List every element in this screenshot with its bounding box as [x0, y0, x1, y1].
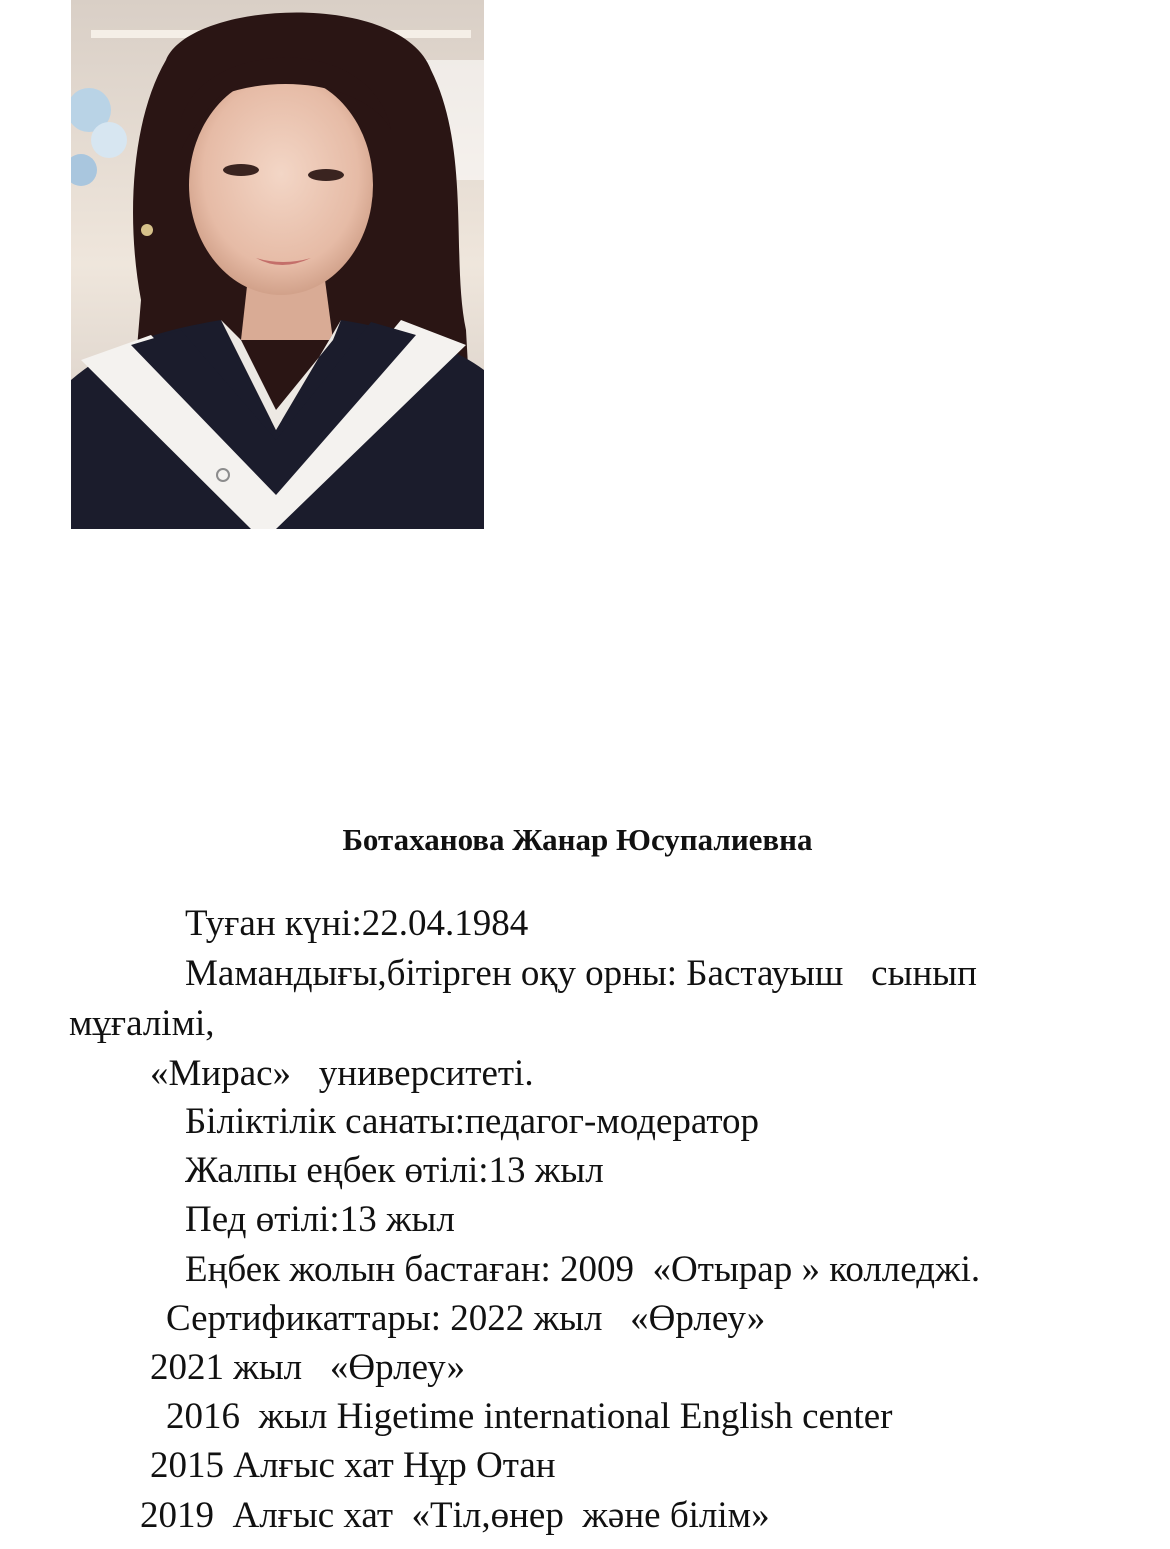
certificate-2022: Сертификаттары: 2022 жыл «Өрлеу» — [166, 1298, 766, 1339]
specialty-line-2: мұғалімі, — [69, 1003, 215, 1044]
person-name: Ботаханова Жанар Юсупалиевна — [342, 822, 813, 857]
ped-experience: Пед өтілі:13 жыл — [185, 1199, 455, 1240]
university: «Мирас» университеті. — [150, 1053, 534, 1094]
career-start: Еңбек жолын бастаған: 2009 «Отырар » колледжі. — [185, 1249, 981, 1290]
birth-date: Туған күні:22.04.1984 — [185, 903, 529, 944]
qualification: Біліктілік санаты:педагог-модератор — [185, 1101, 760, 1142]
certificate-2021: 2021 жыл «Өрлеу» — [150, 1347, 466, 1388]
portrait-photo — [71, 0, 484, 529]
award-2015: 2015 Алғыс хат Нұр Отан — [150, 1445, 556, 1486]
portrait-image — [71, 0, 484, 529]
total-experience: Жалпы еңбек өтілі:13 жыл — [185, 1150, 604, 1191]
award-2019: 2019 Алғыс хат «Тіл,өнер және білім» — [140, 1495, 770, 1536]
certificate-2016: 2016 жыл Higetime international English center — [166, 1396, 893, 1437]
specialty-line-1: Мамандығы,бітірген оқу орны: Бастауыш сынып — [185, 953, 977, 994]
